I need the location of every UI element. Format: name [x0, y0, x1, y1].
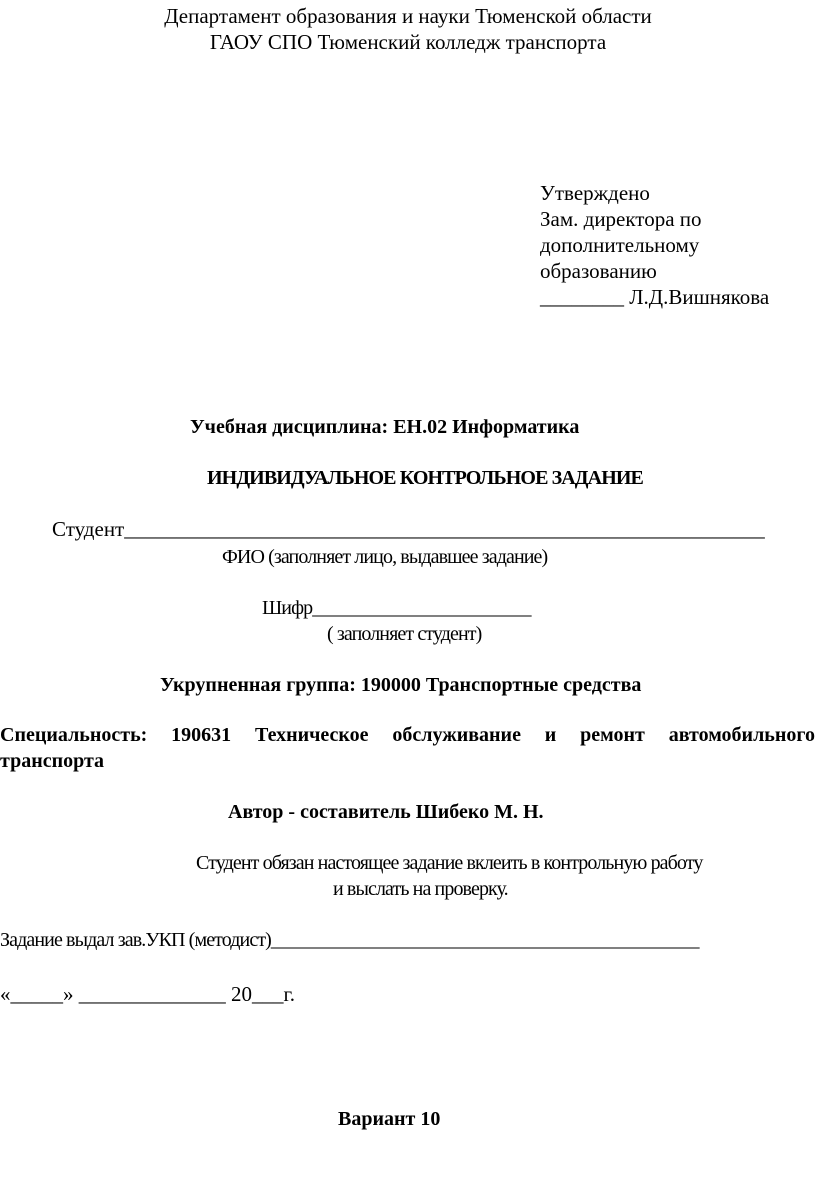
issuer-field: Задание выдал зав.УКП (методист)_______________________________________________ — [0, 929, 699, 951]
student-field: Студент_____________________________________________________________ — [52, 517, 765, 541]
variant-number: Вариант 10 — [338, 1108, 441, 1130]
author: Автор - составитель Шибеко М. Н. — [228, 801, 544, 823]
approval-position-line1: Зам. директора по — [540, 207, 702, 231]
approval-signature: ________ Л.Д.Вишнякова — [540, 285, 770, 309]
date-field: «_____» ______________ 20___г. — [0, 982, 295, 1006]
specialty-line2: транспорта — [0, 750, 105, 772]
college-name: ГАОУ СПО Тюменский колледж транспорта — [209, 30, 607, 54]
instruction-line2: и выслать на проверку. — [333, 878, 508, 900]
document-title: ИНДИВИДУАЛЬНОЕ КОНТРОЛЬНОЕ ЗАДАНИЕ — [207, 467, 643, 489]
cipher-field: Шифр________________________ — [262, 597, 531, 619]
student-field-hint: ФИО (заполняет лицо, выдавшее задание) — [222, 546, 548, 568]
instruction-line1: Студент обязан настоящее задание вклеить в контрольную работу — [196, 852, 703, 874]
approval-position-line2: дополнительному — [540, 233, 700, 257]
department-name: Департамент образования и науки Тюменской области — [164, 4, 652, 28]
approval-heading: Утверждено — [540, 181, 650, 205]
discipline-title: Учебная дисциплина: ЕН.02 Информатика — [190, 416, 580, 438]
approval-position-line3: образованию — [540, 259, 657, 283]
enlarged-group: Укрупненная группа: 190000 Транспортные средства — [160, 674, 642, 696]
specialty-line1: Специальность: 190631 Техническое обслуживание и ремонт автомобильного — [0, 724, 815, 746]
cipher-field-hint: ( заполняет студент) — [327, 623, 482, 645]
